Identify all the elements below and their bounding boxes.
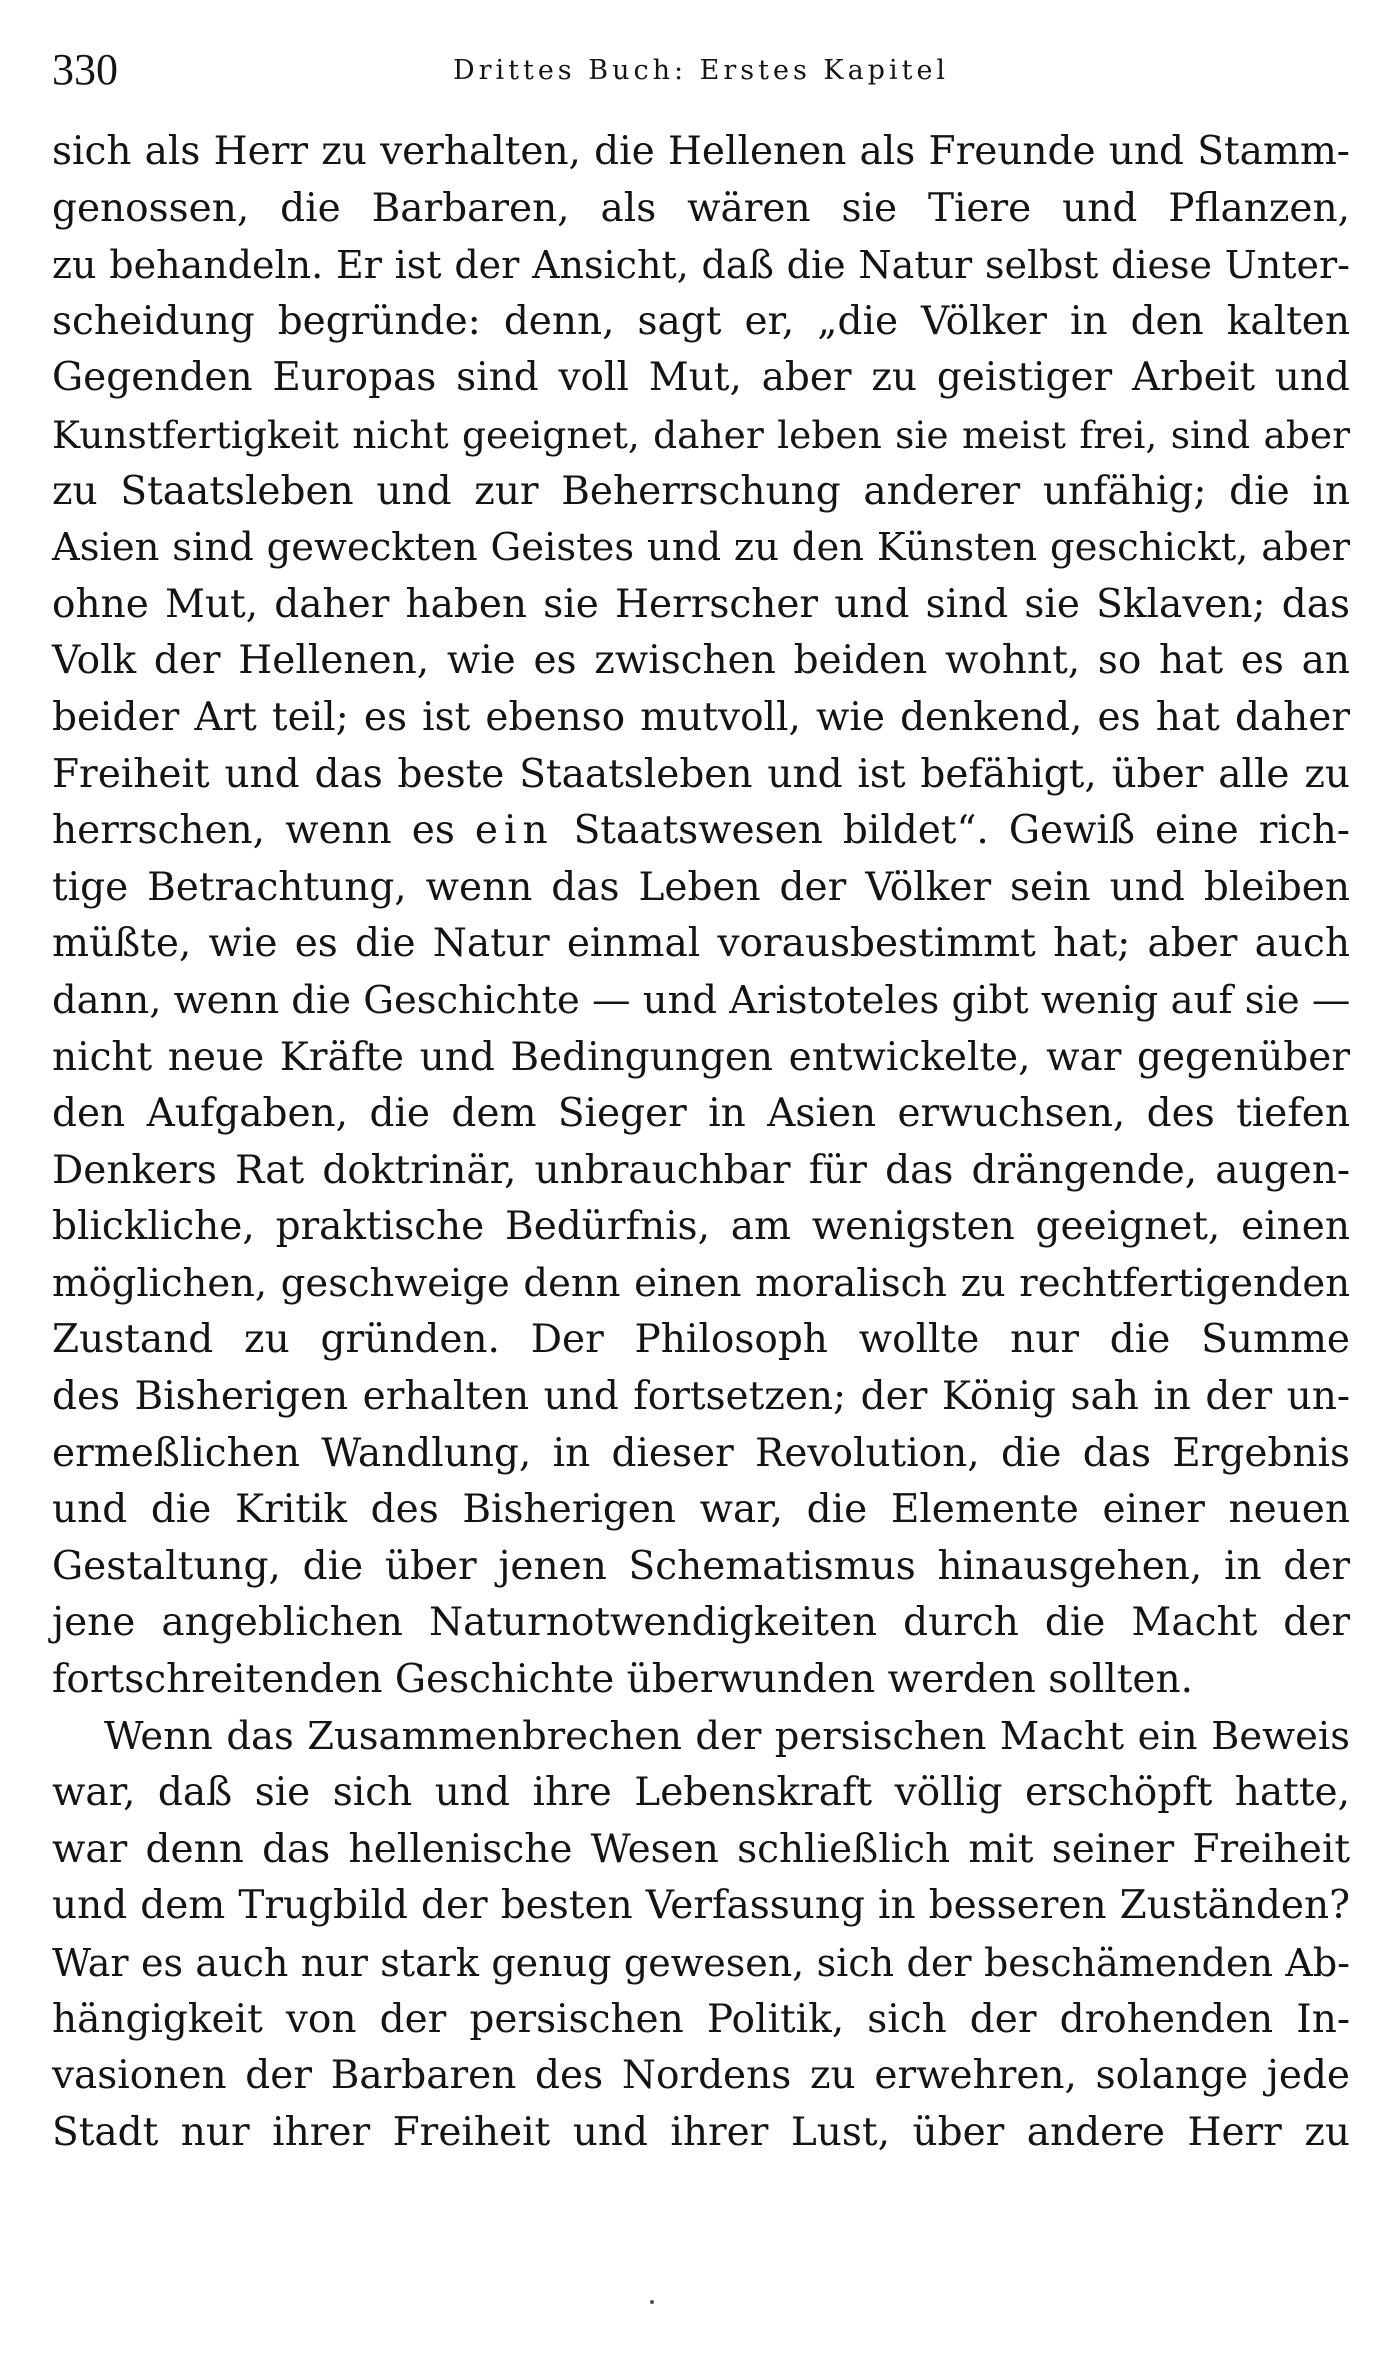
text-line: Stadt nur ihrer Freiheit und ihrer Lust, über andere Herr zu bbox=[52, 2109, 1350, 2155]
text-line: fortschreitenden Geschichte überwunden werden sollten. bbox=[52, 1657, 1193, 1703]
text-line: Freiheit und das beste Staatsleben und ist befähigt, über alle zu bbox=[52, 751, 1350, 797]
text-line: zu Staatsleben und zur Beherrschung anderer unfähig; die in bbox=[52, 468, 1350, 514]
paragraph-1 bbox=[52, 124, 1350, 1709]
text-line: ermeßlichen Wandlung, in dieser Revolution, die das Ergebnis bbox=[52, 1430, 1350, 1476]
text-line: möglichen, geschweige denn einen moralisch zu rechtfertigenden bbox=[52, 1260, 1350, 1306]
print-speck bbox=[650, 2300, 654, 2304]
text-line: Kunstfertigkeit nicht geeignet, daher leben sie meist frei, sind aber bbox=[52, 412, 1350, 457]
text-segment: Staatswesen bildet“. Gewiß eine rich- bbox=[553, 808, 1350, 854]
text-line: war, daß sie sich und ihre Lebenskraft völlig erschöpft hatte, bbox=[52, 1770, 1350, 1816]
text-line: Wenn das Zusammenbrechen der persischen Macht ein Beweis bbox=[104, 1713, 1350, 1759]
text-line: Volk der Hellenen, wie es zwischen beiden wohnt, so hat es an bbox=[52, 638, 1350, 684]
text-line: dann, wenn die Geschichte — und Aristoteles gibt wenig auf sie — bbox=[52, 977, 1351, 1023]
text-line: sich als Herr zu verhalten, die Hellenen als Freunde und Stamm- bbox=[52, 129, 1350, 174]
text-line: müßte, wie es die Natur einmal vorausbestimmt hat; aber auch bbox=[52, 921, 1350, 967]
text-line: vasionen der Barbaren des Nordens zu erwehren, solange jede bbox=[52, 2053, 1350, 2099]
text-line-with-spaced-word bbox=[52, 803, 1350, 860]
text-line: hängigkeit von der persischen Politik, sich der drohenden In- bbox=[52, 1996, 1350, 2042]
text-line: nicht neue Kräfte und Bedingungen entwickelte, war gegenüber bbox=[52, 1034, 1350, 1080]
text-line: zu behandeln. Er ist der Ansicht, daß die Natur selbst diese Unter- bbox=[52, 243, 1350, 288]
paragraph-2 bbox=[52, 1709, 1350, 2162]
text-segment: herrschen, wenn es bbox=[52, 808, 475, 854]
text-line: scheidung begründe: denn, sagt er, „die Völker in den kalten bbox=[52, 298, 1350, 344]
page-number: 330 bbox=[52, 45, 118, 94]
text-line: war denn das hellenische Wesen schließlich mit seiner Freiheit bbox=[52, 1826, 1350, 1872]
text-line: Gegenden Europas sind voll Mut, aber zu geistiger Arbeit und bbox=[52, 355, 1350, 401]
text-line: Gestaltung, die über jenen Schematismus hinausgehen, in der bbox=[52, 1543, 1350, 1589]
text-line: des Bisherigen erhalten und fortsetzen; der König sah in der un- bbox=[52, 1374, 1350, 1420]
spaced-emphasis-word: ein bbox=[474, 808, 554, 854]
chapter-header: Drittes Buch: Erstes Kapitel bbox=[452, 55, 950, 86]
text-line: Asien sind geweckten Geistes und zu den Künsten geschickt, aber bbox=[52, 525, 1350, 571]
text-line: und die Kritik des Bisherigen war, die Elemente einer neuen bbox=[52, 1487, 1350, 1533]
text-line: jene angeblichen Naturnotwendigkeiten durch die Macht der bbox=[52, 1600, 1350, 1646]
text-line: War es auch nur stark genug gewesen, sich der beschämenden Ab- bbox=[52, 1941, 1350, 1985]
text-line: genossen, die Barbaren, als wären sie Tiere und Pflanzen, bbox=[52, 185, 1350, 231]
text-line: blickliche, praktische Bedürfnis, am wenigsten geeignet, einen bbox=[52, 1204, 1350, 1250]
text-line: beider Art teil; es ist ebenso mutvoll, wie denkend, es hat daher bbox=[52, 694, 1350, 740]
text-line: tige Betrachtung, wenn das Leben der Völker sein und bleiben bbox=[52, 864, 1350, 910]
running-head bbox=[52, 40, 1350, 110]
text-line: ohne Mut, daher haben sie Herrscher und sind sie Sklaven; das bbox=[52, 581, 1350, 627]
text-line: den Aufgaben, die dem Sieger in Asien erwuchsen, des tiefen bbox=[52, 1091, 1350, 1137]
text-line: Denkers Rat doktrinär, unbrauchbar für das drängende, augen- bbox=[52, 1147, 1350, 1193]
text-line: und dem Trugbild der besten Verfassung in besseren Zuständen? bbox=[52, 1883, 1350, 1929]
text-line: Zustand zu gründen. Der Philosoph wollte nur die Summe bbox=[52, 1317, 1350, 1363]
body-text bbox=[52, 124, 1350, 2161]
book-page bbox=[52, 40, 1350, 2340]
